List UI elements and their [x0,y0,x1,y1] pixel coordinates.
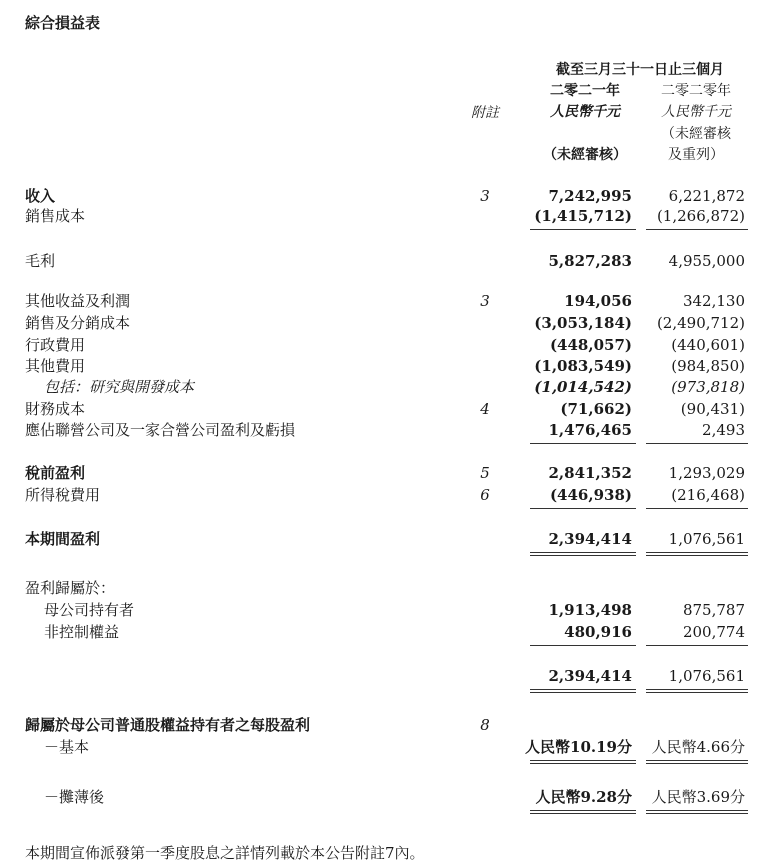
double-underline [646,555,748,556]
double-underline [530,552,636,553]
row-cost-of-sales [0,205,757,227]
row-value-2021: (1,014,542) [534,378,632,396]
row-value-2020: 342,130 [682,292,745,310]
row-value-2021: 480,916 [564,623,632,641]
row-label: 母公司持有者 [44,601,135,619]
row-label: 本期間盈利 [25,530,101,548]
row-owners-of-parent [0,599,757,621]
row-label: 稅前盈利 [25,464,86,482]
row-rnd-costs [0,376,757,398]
row-eps-diluted [0,786,757,808]
row-label: 所得稅費用 [25,486,101,504]
row-note: 3 [480,187,490,205]
row-value-2020: (2,490,712) [656,314,745,332]
double-underline [530,760,636,761]
double-underline [646,689,748,690]
double-underline [646,552,748,553]
double-underline [530,813,636,814]
statement-title: 綜合損益表 [25,14,101,32]
double-underline [530,810,636,811]
divider [530,443,636,444]
row-value-2021: 2,394,414 [548,530,632,548]
row-label: －基本 [44,738,90,756]
row-profit-for-period [0,528,757,550]
row-value-2020: (1,266,872) [656,207,745,225]
divider [646,443,748,444]
row-value-2020: 1,076,561 [668,667,745,685]
row-label: 其他費用 [25,357,86,375]
double-underline [530,689,636,690]
divider [646,645,748,646]
row-label: 銷售及分銷成本 [25,314,131,332]
row-attributable-total [0,665,757,687]
row-value-2021: (71,662) [560,400,632,418]
row-value-2020: 875,787 [682,601,745,619]
row-value-2021: 7,242,995 [548,187,632,205]
row-value-2021: (3,053,184) [534,314,632,332]
row-share-of-associates [0,419,757,441]
double-underline [646,813,748,814]
row-value-2021: 1,913,498 [548,601,632,619]
row-label: 包括：研究與開發成本 [44,378,195,396]
row-label: 非控制權益 [44,623,120,641]
row-eps-basic [0,736,757,758]
row-value-2021: 2,841,352 [548,464,632,482]
row-label: 收入 [25,187,56,205]
row-value-2020: 2,493 [702,421,745,439]
row-revenue [0,185,757,207]
col2-status-line2: 及重列） [668,147,724,163]
row-label: 財務成本 [25,400,86,418]
row-label: 應佔聯營公司及一家合營公司盈利及虧損 [25,421,296,439]
row-eps-heading [0,714,757,736]
row-value-2020: (984,850) [671,357,745,375]
col2-status-line1: （未經審核 [661,126,731,142]
row-note: 8 [480,716,490,734]
row-value-2020: 人民幣4.66分 [651,738,745,756]
col1-status: （未經審核） [543,147,627,163]
row-income-tax [0,484,757,506]
double-underline [646,763,748,764]
row-value-2021: 1,476,465 [548,421,632,439]
row-label: －攤薄後 [44,788,105,806]
row-label: 行政費用 [25,336,86,354]
col1-unit: 人民幣千元 [550,104,620,120]
row-value-2020: 1,076,561 [668,530,745,548]
divider [530,229,636,230]
note-column-header: 附註 [471,105,499,121]
row-value-2021: (446,938) [549,486,632,504]
row-label: 毛利 [25,252,56,270]
row-value-2020: 1,293,029 [668,464,745,482]
col1-year: 二零二一年 [550,83,620,99]
row-other-expenses [0,355,757,377]
row-value-2021: 人民幣9.28分 [535,788,632,806]
row-note: 4 [480,400,490,418]
row-value-2020: 4,955,000 [668,252,745,270]
double-underline [646,760,748,761]
col2-year: 二零二零年 [661,83,731,99]
row-value-2021: 5,827,283 [548,252,632,270]
row-other-income [0,290,757,312]
row-non-controlling [0,621,757,643]
row-value-2021: 194,056 [564,292,632,310]
double-underline [646,692,748,693]
row-attributable-to [0,577,757,599]
row-finance-costs [0,398,757,420]
row-profit-before-tax [0,462,757,484]
row-note: 5 [480,464,490,482]
row-value-2020: (973,818) [671,378,745,396]
divider [646,508,748,509]
double-underline [646,810,748,811]
row-value-2020: (90,431) [680,400,745,418]
row-label: 銷售成本 [25,207,86,225]
divider [530,508,636,509]
row-value-2020: 6,221,872 [668,187,745,205]
divider [530,645,636,646]
row-value-2021: (1,083,549) [534,357,632,375]
col2-unit: 人民幣千元 [661,104,731,120]
row-label: 歸屬於母公司普通股權益持有者之每股盈利 [25,716,311,734]
row-note: 3 [480,292,490,310]
row-value-2020: (440,601) [671,336,745,354]
divider [646,229,748,230]
row-value-2020: (216,468) [671,486,745,504]
row-selling-distribution [0,312,757,334]
row-value-2021: (448,057) [549,336,632,354]
row-value-2020: 200,774 [682,623,745,641]
period-header: 截至三月三十一日止三個月 [556,62,724,78]
row-label: 盈利歸屬於： [25,579,116,597]
double-underline [530,692,636,693]
row-value-2020: 人民幣3.69分 [651,788,745,806]
row-value-2021: 人民幣10.19分 [525,738,632,756]
row-label: 其他收益及利潤 [25,292,131,310]
row-note: 6 [480,486,490,504]
row-admin-expenses [0,334,757,356]
row-value-2021: 2,394,414 [548,667,632,685]
double-underline [530,555,636,556]
row-gross-profit [0,250,757,272]
row-value-2021: (1,415,712) [534,207,632,225]
dividend-footnote: 本期間宣佈派發第一季度股息之詳情列載於本公告附註7內。 [25,844,425,862]
double-underline [530,763,636,764]
